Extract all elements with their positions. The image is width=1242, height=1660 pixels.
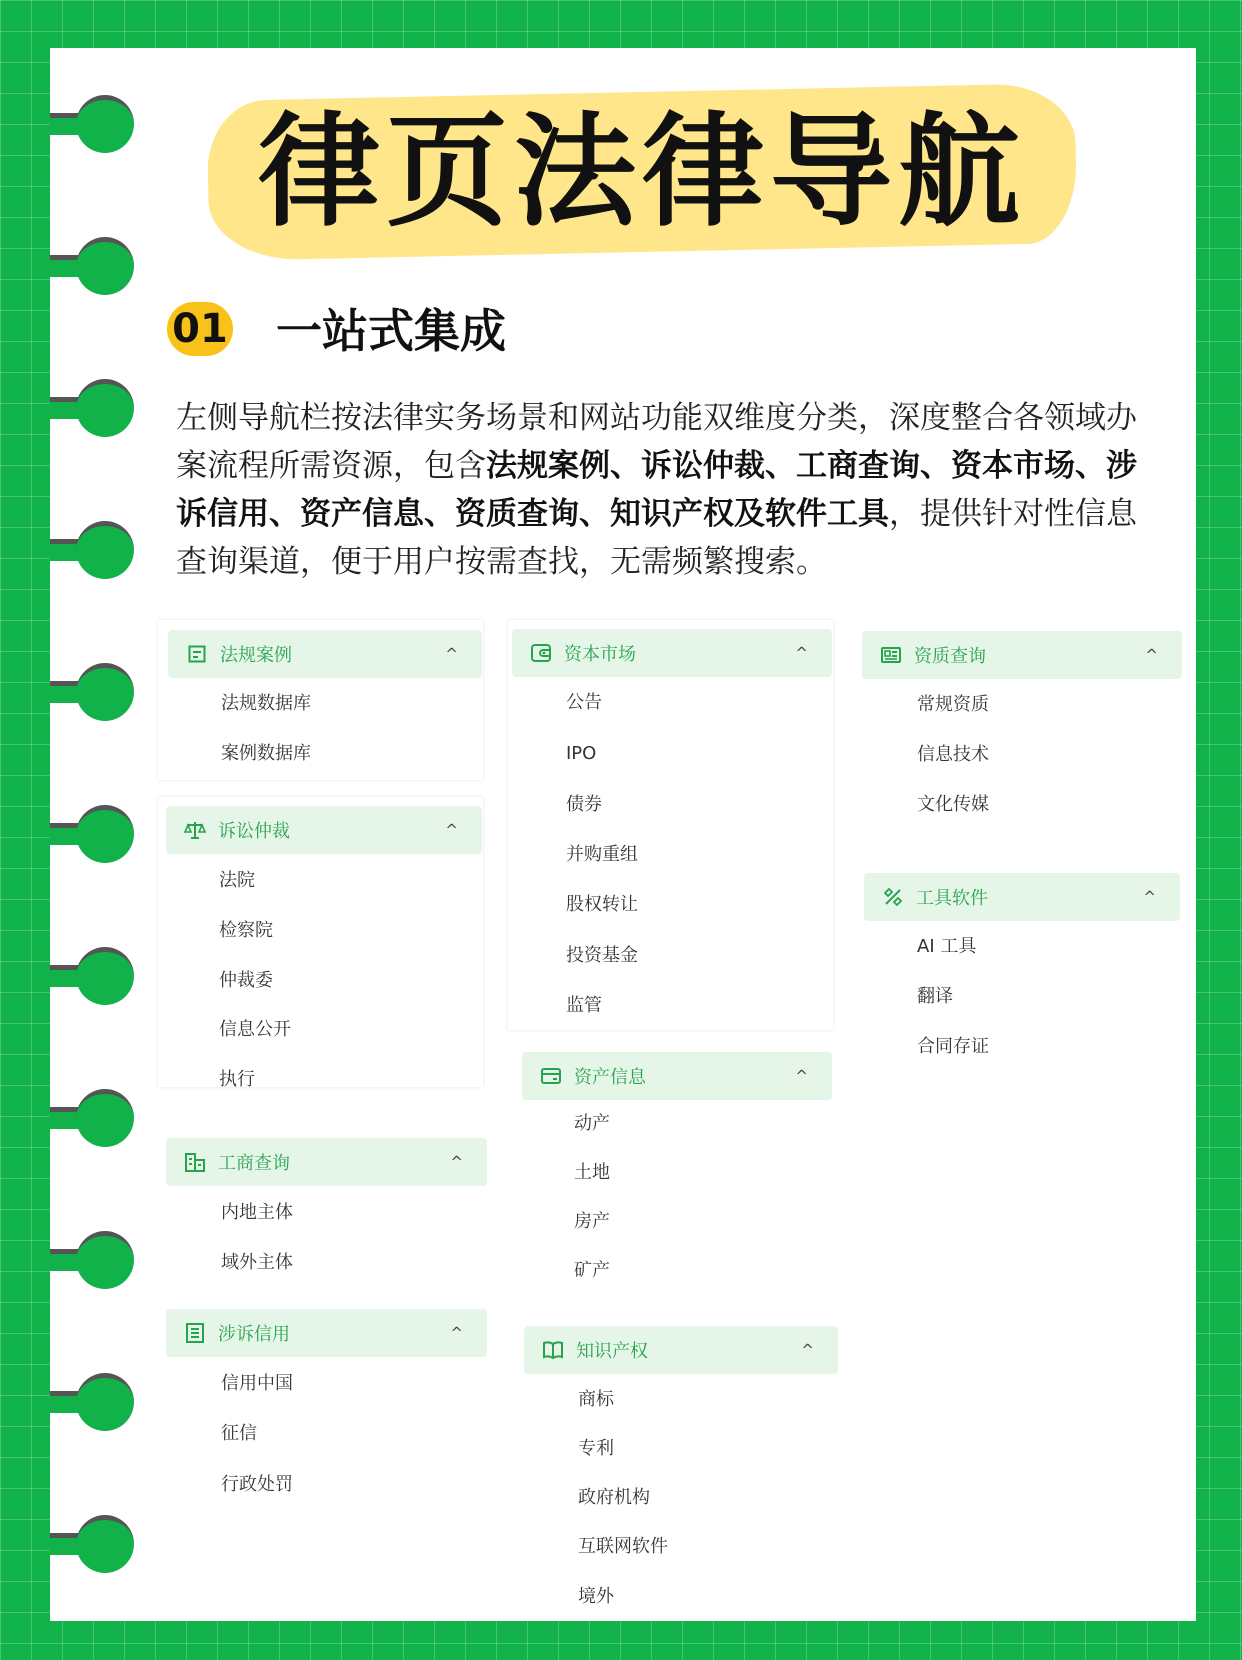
nav-group-label: 涉诉信用: [218, 1324, 290, 1345]
nav-group-label: 资本市场: [564, 644, 636, 665]
nav-item[interactable]: 股权转让: [566, 894, 638, 915]
nav-group-laws[interactable]: [168, 630, 482, 678]
desc-bold-text: 法规案例、诉讼仲裁、工商查询、资本市场、涉诉信用、资产信息、资质查询、知识产权及软件工具: [176, 448, 1137, 532]
nav-item[interactable]: 专利: [578, 1438, 614, 1459]
binder-ring: [50, 1231, 136, 1289]
nav-item[interactable]: 法规数据库: [221, 693, 311, 714]
nav-group-label: 工具软件: [916, 888, 988, 909]
nav-group-label: 资产信息: [574, 1067, 646, 1088]
chevron-up-icon[interactable]: ^: [795, 644, 808, 662]
nav-item[interactable]: IPO: [566, 743, 597, 764]
nav-item[interactable]: 债券: [566, 794, 602, 815]
nav-group-label: 法规案例: [220, 645, 292, 666]
scale-icon: [184, 819, 206, 841]
nav-item[interactable]: 翻译: [917, 986, 953, 1007]
chevron-up-icon[interactable]: ^: [801, 1341, 814, 1359]
nav-item[interactable]: 公告: [566, 692, 602, 713]
chevron-up-icon[interactable]: ^: [445, 821, 458, 839]
binder-ring: [50, 1089, 136, 1147]
nav-item[interactable]: 互联网软件: [578, 1536, 668, 1557]
nav-item[interactable]: 土地: [574, 1162, 610, 1183]
binder-ring: [50, 237, 136, 295]
nav-item[interactable]: AI 工具: [917, 936, 977, 957]
id-card-icon: [880, 644, 902, 666]
nav-item[interactable]: 执行: [219, 1069, 255, 1090]
nav-group-label: 知识产权: [576, 1341, 648, 1362]
nav-item[interactable]: 常规资质: [917, 694, 989, 715]
chevron-up-icon[interactable]: ^: [795, 1067, 808, 1085]
nav-item[interactable]: 投资基金: [566, 945, 638, 966]
nav-item[interactable]: 法院: [219, 870, 255, 891]
nav-item[interactable]: 域外主体: [221, 1252, 293, 1273]
binder-ring: [50, 521, 136, 579]
binder-ring: [50, 379, 136, 437]
nav-group-label: 工商查询: [218, 1153, 290, 1174]
nav-item[interactable]: 动产: [574, 1113, 610, 1134]
nav-item[interactable]: 征信: [221, 1423, 257, 1444]
book-icon: [542, 1339, 564, 1361]
nav-group-litigation[interactable]: [166, 806, 482, 854]
nav-item[interactable]: 信息技术: [917, 744, 989, 765]
nav-item[interactable]: 矿产: [574, 1260, 610, 1281]
nav-item[interactable]: 境外: [578, 1586, 614, 1607]
nav-item[interactable]: 仲裁委: [219, 970, 273, 991]
nav-group-ip[interactable]: [524, 1326, 838, 1374]
wallet-icon: [530, 642, 552, 664]
nav-group-qualification[interactable]: [862, 631, 1182, 679]
nav-item[interactable]: 案例数据库: [221, 743, 311, 764]
nav-item[interactable]: 行政处罚: [221, 1474, 293, 1495]
nav-group-credit[interactable]: [166, 1309, 487, 1357]
nav-item[interactable]: 商标: [578, 1389, 614, 1410]
nav-item[interactable]: 信息公开: [219, 1019, 291, 1040]
binder-ring: [50, 663, 136, 721]
nav-item[interactable]: 房产: [574, 1211, 610, 1232]
nav-group-label: 诉讼仲裁: [218, 821, 290, 842]
binder-ring: [50, 805, 136, 863]
nav-group-assets[interactable]: [522, 1052, 832, 1100]
desc-text: ，提供针对性信息查询渠道，便于用户按需查找，无需频繁搜索。: [176, 496, 1137, 580]
card-icon: [540, 1065, 562, 1087]
nav-item[interactable]: 检察院: [219, 920, 273, 941]
page-title: 律页法律导航: [258, 101, 1026, 243]
tools-icon: [882, 886, 904, 908]
chevron-up-icon[interactable]: ^: [450, 1324, 463, 1342]
nav-item[interactable]: 监管: [566, 995, 602, 1016]
nav-group-tools[interactable]: [864, 873, 1180, 921]
binder-ring: [50, 1373, 136, 1431]
nav-group-capital[interactable]: [512, 629, 832, 677]
chevron-up-icon[interactable]: ^: [445, 645, 458, 663]
desc-text: 左侧导航栏按法律实务场景和网站功能双维度分类，深度整合各领域办案流程所需资源，包含: [176, 400, 1137, 484]
nav-panel: [508, 620, 833, 1030]
building-icon: [184, 1151, 206, 1173]
binder-ring: [50, 95, 136, 153]
section-description: [176, 394, 1156, 586]
nav-item[interactable]: 内地主体: [221, 1202, 293, 1223]
nav-item[interactable]: 合同存证: [917, 1036, 989, 1057]
nav-item[interactable]: 政府机构: [578, 1487, 650, 1508]
chevron-up-icon[interactable]: ^: [1145, 646, 1158, 664]
binder-ring: [50, 1515, 136, 1573]
nav-item[interactable]: 文化传媒: [917, 794, 989, 815]
nav-group-business[interactable]: [166, 1138, 487, 1186]
chevron-up-icon[interactable]: ^: [450, 1153, 463, 1171]
chevron-up-icon[interactable]: ^: [1143, 888, 1156, 906]
nav-group-label: 资质查询: [914, 646, 986, 667]
document-icon: [186, 643, 208, 665]
section-title: 一站式集成: [276, 304, 506, 358]
nav-item[interactable]: 信用中国: [221, 1373, 293, 1394]
binder-ring: [50, 947, 136, 1005]
nav-item[interactable]: 并购重组: [566, 844, 638, 865]
section-number-badge: 01: [167, 302, 233, 356]
list-doc-icon: [184, 1322, 206, 1344]
